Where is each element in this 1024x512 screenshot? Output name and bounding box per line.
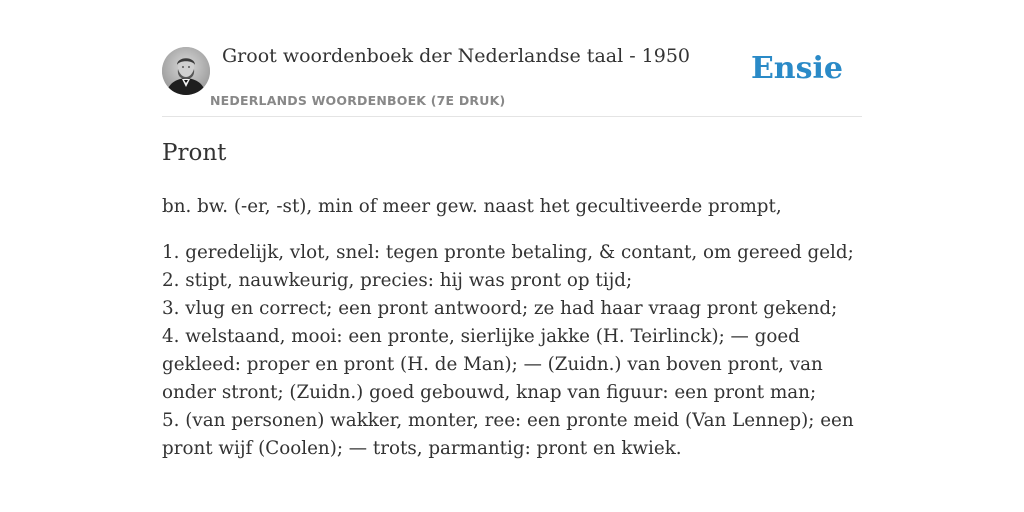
author-avatar[interactable] bbox=[162, 47, 210, 95]
entry-header bbox=[162, 0, 862, 117]
entry-body bbox=[162, 193, 862, 463]
entry-title: Pront bbox=[162, 140, 227, 166]
entry-card bbox=[162, 0, 862, 512]
source-subtitle[interactable]: NEDERLANDS WOORDENBOEK (7E DRUK) bbox=[210, 93, 506, 108]
portrait-photo-icon bbox=[162, 47, 210, 95]
brand-logo[interactable]: Ensie bbox=[750, 51, 843, 86]
entry-intro: bn. bw. (-er, -st), min of meer gew. naast het gecultiveerde prompt, bbox=[162, 196, 782, 217]
source-title[interactable]: Groot woordenboek der Nederlandse taal - 1950 bbox=[222, 45, 691, 67]
entry-definition: 1. geredelijk, vlot, snel: tegen pronte betaling, & contant, om gereed geld; 2. stipt, nauwkeurig, precies: hij was pront op tijd; 3. vlug en correct; een pront antwoord; ze had haar vraag pront gekend; 4. welstaand, mooi: een pronte, sierlijke jakke (H. Teirlinck); — goed gekleed: proper en pront (H. de Man); — (Zuidn.) van boven pront, van onder stront; (Zuidn.) goed gebouwd, knap van figuur: een pront man; 5. (van personen) wakker, monter, ree: een pronte meid (Van Lennep); een pront wijf (Coolen); — trots, parmantig: pront en kwiek. bbox=[162, 242, 854, 459]
